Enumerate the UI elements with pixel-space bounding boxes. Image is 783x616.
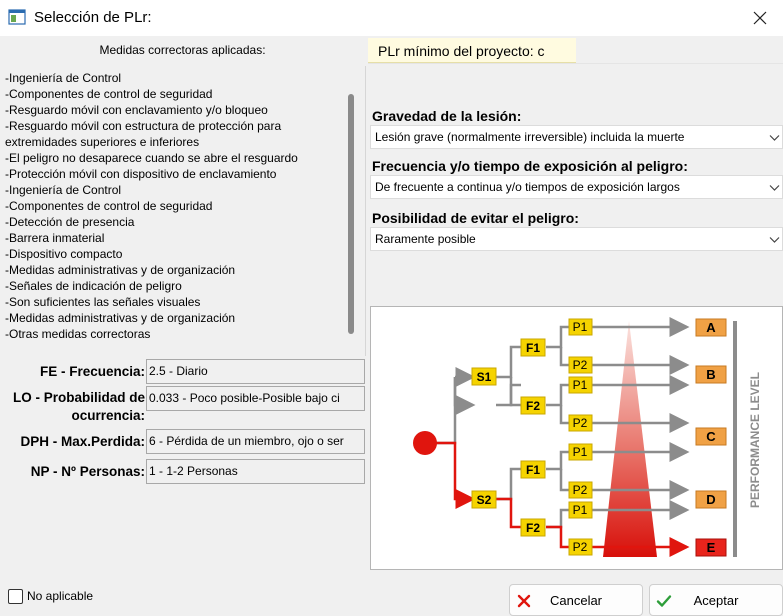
list-item: -El peligro no desaparece cuando se abre el resguardo [5, 151, 298, 165]
node-p1 [569, 319, 592, 335]
svg-text:P1: P1 [572, 503, 588, 517]
node-p2 [569, 539, 592, 555]
list-item: -Resguardo móvil con enclavamiento y/o bloqueo [5, 103, 268, 117]
severity-value: Lesión grave (normalmente irreversible) incluida la muerte [375, 130, 685, 144]
list-item: extremidades superiores e inferiores [5, 135, 200, 149]
lo-field[interactable]: 0.033 - Poco posible-Posible bajo ci [146, 386, 365, 411]
fe-field[interactable]: 2.5 - Diario [146, 359, 365, 384]
level-d [696, 491, 726, 508]
frequency-label: Frecuencia y/o tiempo de exposición al peligro: [372, 158, 688, 174]
np-field[interactable]: 1 - 1-2 Personas [146, 459, 365, 484]
svg-text:P1: P1 [572, 320, 588, 334]
node-s2 [472, 491, 496, 508]
node-p2 [569, 357, 592, 373]
node-f1 [521, 339, 545, 356]
svg-text:P1: P1 [572, 378, 588, 392]
list-item: -Dispositivo compacto [5, 247, 123, 261]
avoid-select[interactable] [370, 227, 783, 251]
node-p1 [569, 377, 592, 393]
severity-label: Gravedad de la lesión: [372, 108, 522, 124]
svg-text:F1: F1 [525, 341, 541, 355]
tab-underline [368, 63, 783, 64]
measures-list [0, 66, 340, 342]
dph-field[interactable]: 6 - Pérdida de un miembro, ojo o ser [146, 429, 365, 454]
chevron-down-icon [769, 234, 780, 245]
frequency-select[interactable] [370, 175, 783, 199]
measures-scrollbar[interactable] [348, 94, 354, 334]
list-item: -Resguardo móvil con estructura de protección para [5, 119, 282, 133]
list-item: -Otras medidas correctoras [5, 327, 151, 341]
list-item: -Son suficientes las señales visuales [5, 295, 201, 309]
start-node [413, 431, 437, 455]
list-item: -Barrera inmaterial [5, 231, 105, 245]
performance-axis-bar [733, 321, 737, 557]
performance-cone [603, 321, 657, 557]
list-item: -Ingeniería de Control [5, 183, 122, 197]
node-f2 [521, 519, 545, 536]
np-label: NP - Nº Personas: [30, 464, 145, 479]
svg-text:S2: S2 [476, 493, 492, 507]
title-bar [0, 0, 783, 36]
not-applicable-label[interactable]: No aplicable [27, 589, 94, 603]
frequency-value: De frecuente a continua y/o tiempos de exposición largos [375, 180, 680, 194]
svg-text:F1: F1 [525, 463, 541, 477]
list-item: -Medidas administrativas y de organización [5, 311, 236, 325]
chevron-down-icon [769, 182, 780, 193]
plr-tab[interactable]: PLr mínimo del proyecto: c [368, 38, 576, 63]
svg-text:D: D [706, 492, 716, 507]
level-a [696, 319, 726, 336]
svg-text:A: A [706, 320, 716, 335]
list-item: -Componentes de control de seguridad [5, 199, 213, 213]
svg-text:C: C [706, 429, 716, 444]
svg-text:P1: P1 [572, 445, 588, 459]
svg-text:P2: P2 [572, 483, 588, 497]
lo-label-line2: ocurrencia: [71, 408, 145, 423]
svg-text:P2: P2 [572, 416, 588, 430]
risk-graph [370, 306, 783, 570]
level-b [696, 366, 726, 383]
lo-label-line1: LO - Probabilidad de [12, 390, 145, 405]
cancel-label: Cancelar [549, 593, 603, 608]
svg-text:S1: S1 [476, 370, 492, 384]
measures-header: Medidas correctoras aplicadas: [99, 43, 266, 57]
svg-text:P2: P2 [572, 540, 588, 554]
node-f2 [521, 397, 545, 414]
close-icon [753, 11, 767, 25]
node-s1 [472, 368, 496, 385]
node-p1 [569, 502, 592, 518]
accept-button[interactable] [649, 584, 783, 616]
list-item: -Ingeniería de Control [5, 71, 122, 85]
window-title: Selección de PLr: [34, 9, 152, 26]
cancel-button[interactable] [509, 584, 643, 616]
svg-text:E: E [706, 540, 716, 555]
fe-label: FE - Frecuencia: [39, 364, 145, 379]
svg-text:F2: F2 [525, 521, 541, 535]
window-app-icon [8, 9, 26, 25]
list-item: -Señales de indicación de peligro [5, 279, 182, 293]
not-applicable-checkbox[interactable] [8, 589, 23, 604]
accept-label: Aceptar [693, 593, 739, 608]
dph-label: DPH - Max.Perdida: [20, 434, 145, 449]
column-divider [365, 66, 366, 356]
dialog-footer [0, 572, 783, 610]
risk-graph-svg [371, 307, 782, 569]
level-e-selected [696, 539, 726, 556]
svg-text:B: B [706, 367, 716, 382]
severity-select[interactable] [370, 125, 783, 149]
node-p2 [569, 482, 592, 498]
list-item: -Detección de presencia [5, 215, 135, 229]
close-button[interactable] [737, 0, 783, 36]
avoid-value: Raramente posible [375, 232, 476, 246]
lo-label [0, 389, 145, 425]
list-item: -Medidas administrativas y de organización [5, 263, 236, 277]
risk-fields [0, 355, 368, 490]
avoid-label: Posibilidad de evitar el peligro: [372, 210, 579, 226]
node-f1 [521, 461, 545, 478]
svg-text:F2: F2 [525, 399, 541, 413]
list-item: -Componentes de control de seguridad [5, 87, 213, 101]
node-p1 [569, 444, 592, 460]
svg-text:P2: P2 [572, 358, 588, 372]
list-item: -Protección móvil con dispositivo de enclavamiento [5, 167, 277, 181]
chevron-down-icon [769, 132, 780, 143]
performance-axis-label: PERFORMANCE LEVEL [748, 371, 762, 509]
level-c [696, 428, 726, 445]
measures-panel[interactable] [0, 66, 365, 356]
node-p2 [569, 415, 592, 431]
